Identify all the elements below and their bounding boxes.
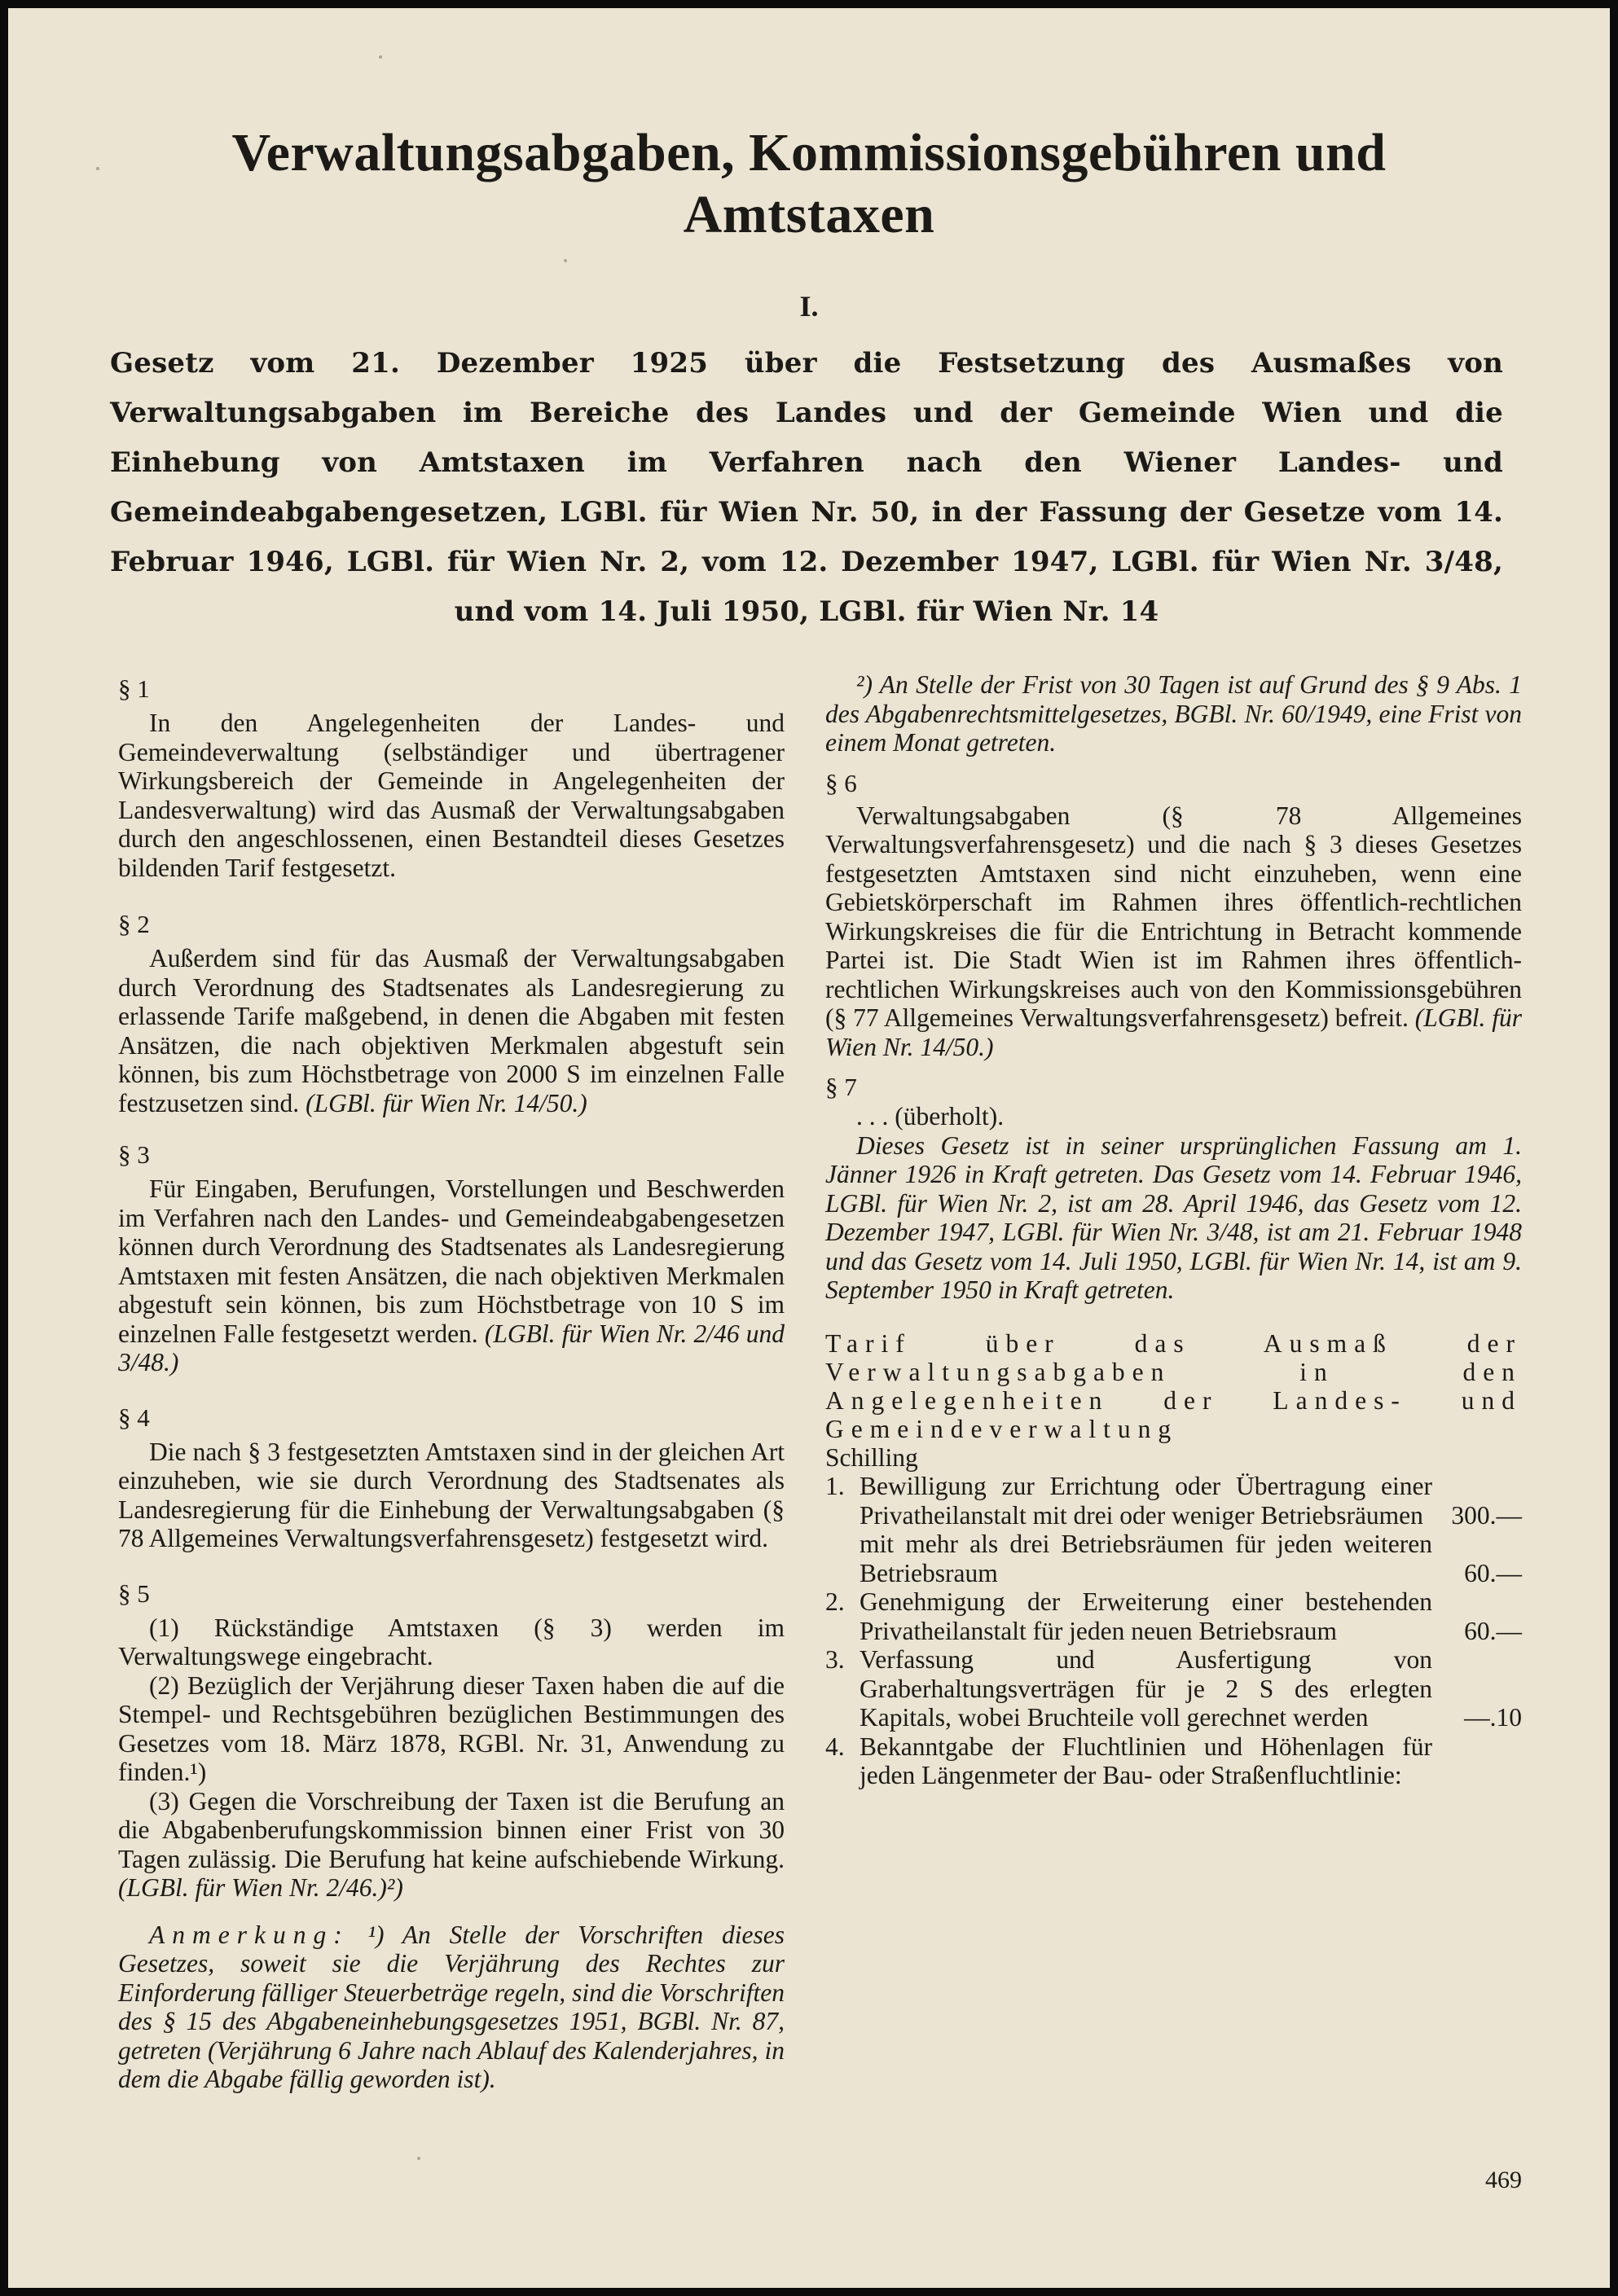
section-3-text: Für Eingaben, Berufungen, Vorstellungen und Beschwerden im Verfahren nach den Landes- und Gemeindeabgabengesetzen können durch Verordnung des Stadtsenates als Landesregierung Amtstaxen mit festen Ansätzen, die nach objektiven Merkmalen abgestuft sein können, bis zum Höchstbetrage von 10 S im einzelnen Falle festgesetzt werden. [118, 1174, 785, 1348]
section-5-paragraph-2: (2) Bezüglich der Verjährung dieser Taxen haben die auf die Stempel- und Rechtsgebühren bezüglichen Bestimmungen des Gesetzes vom 18. März 1878, RGBl. Nr. 31, Anwendung zu finden.¹) [118, 1670, 785, 1786]
section-heading-1: § 1 [118, 674, 150, 703]
section-1-text: In den Angelegenheiten der Landes- und Gemeindeverwaltung (selbständiger und übertragener Wirkungsbereich der Gemeinde in Angelegenheiten der Landesverwaltung) wird das Ausmaß der Verwaltungsabgaben durch den angeschlossenen, einen Bestandteil dieses Gesetzes bildenden Tarif festgesetzt. [118, 709, 785, 882]
paper-speck [417, 2157, 420, 2160]
tarif-item-number: 4. [825, 1732, 845, 1761]
page-number: 469 [1485, 2166, 1522, 2193]
tarif-item [825, 1645, 1522, 1732]
section-heading-6: § 6 [825, 768, 857, 797]
section-5-paragraph-3-text: (3) Gegen die Vorschreibung der Taxen ist die Berufung an die Abgabenberufungskommission binnen einer Frist von 30 Tagen zulässig. Die Berufung hat keine aufschiebende Wirkung. [118, 1786, 785, 1873]
tarif-item-subamount: 60.— [1464, 1558, 1522, 1587]
left-column [118, 668, 785, 2094]
paper-speck [96, 167, 99, 170]
section-heading-2: § 2 [118, 910, 150, 938]
tarif-unit-header: Schilling [825, 1442, 918, 1472]
section-3-reference: (LGBl. für Wien Nr. 2/46 und 3/48.) [118, 1319, 785, 1376]
section-heading-7: § 7 [825, 1073, 857, 1101]
page-title: Verwaltungsabgaben, Kommissionsgebühren und Amtstaxen [231, 123, 1387, 244]
tarif-title: Tarif über das Ausmaß der Verwaltungsabgaben in den Angelegenheiten der Landes- und Gemeindeverwaltung [825, 1328, 1522, 1443]
tarif-item-subtext: mit mehr als drei Betriebsräumen für jeden weiteren Betriebsraum [860, 1530, 1432, 1587]
section-6-body [825, 801, 1522, 1062]
section-heading-4: § 4 [118, 1403, 150, 1432]
note-footnote-1 [118, 1921, 785, 2094]
section-5-reference: (LGBl. für Wien Nr. 2/46.)²) [118, 1873, 403, 1902]
paper-speck [564, 259, 567, 262]
tarif-item-amount: 300.— [1451, 1500, 1522, 1530]
section-2-body [118, 944, 785, 1117]
section-5-paragraph-1: (1) Rückständige Amtstaxen (§ 3) werden im Verwaltungswege eingebracht. [118, 1613, 785, 1670]
tarif-item-number: 2. [825, 1587, 845, 1616]
tarif-item [825, 1732, 1522, 1790]
section-7-note: Dieses Gesetz ist in seiner ursprünglichen Fassung am 1. Jänner 1926 in Kraft getreten. Das Gesetz vom 14. Februar 1946, LGBl. für Wien Nr. 2, ist am 28. April 1946, das Gesetz vom 12. Dezember 1947, LGBl. für Wien Nr. 3/48, ist am 21. Februar 1948 und das Gesetz vom 14. Juli 1950, LGBl. für Wien Nr. 14, ist am 9. September 1950 in Kraft getreten. [825, 1130, 1522, 1304]
tarif-item-amount: —.10 [1464, 1703, 1522, 1732]
tarif-item-text: Bewilligung zur Errichtung oder Übertragung einer Privatheilanstalt mit drei oder weniger Betriebsräumen [860, 1472, 1432, 1530]
tarif-item-number: 3. [825, 1645, 845, 1674]
section-3-body [118, 1174, 785, 1377]
section-6-text: Verwaltungsabgaben (§ 78 Allgemeines Verwaltungsverfahrensgesetz) und die nach § 3 dieses Gesetzes festgesetzten Amtstaxen sind nicht einzuheben, wenn eine Gebietskörperschaft im Rahmen ihres öffentlich-rechtlichen Wirkungskreises die für die Entrichtung in Betracht kommende Partei ist. Die Stadt Wien ist im Rahmen ihres öffentlich-rechtlichen Wirkungskreises auch von den Kommissionsgebühren (§ 77 Allgemeines Verwaltungsverfahrensgesetz) befreit. [825, 801, 1522, 1032]
tarif-item [825, 1587, 1522, 1645]
tarif-item [825, 1472, 1522, 1587]
note-footnote-2: ²) An Stelle der Frist von 30 Tagen ist auf Grund des § 9 Abs. 1 des Abgabenrechtsmittelgesetzes, BGBl. Nr. 60/1949, eine Frist von einem Monat getreten. [825, 670, 1522, 757]
paper-speck [379, 55, 382, 59]
note-label: Anmerkung: [149, 1920, 350, 1949]
tarif-item-text: Genehmigung der Erweiterung einer bestehenden Privatheilanstalt für jeden neuen Betriebsraum [860, 1587, 1432, 1645]
note-text-1: ¹) An Stelle der Vorschriften dieses Gesetzes, soweit sie die Verjährung des Rechtes zur Einforderung fälliger Steuerbeträge regeln, sind die Vorschriften des § 15 des Abgabeneinhebungsgesetzes 1951, BGBl. Nr. 87, getreten (Verjährung 6 Jahre nach Ablauf des Kalenderjahres, in dem die Abgabe fällig geworden ist). [118, 1920, 785, 2093]
tarif-item-text: Verfassung und Ausfertigung von Graberhaltungsverträgen für je 2 S des erlegten Kapitals, wobei Bruchteile voll gerechnet werden [860, 1645, 1432, 1732]
right-column [825, 670, 1522, 1790]
part-number: I. [799, 290, 819, 323]
tarif-item-amount: 60.— [1464, 1616, 1522, 1645]
section-2-text: Außerdem sind für das Ausmaß der Verwaltungsabgaben durch Verordnung des Stadtsenates als Landesregierung zu erlassende Tarife maßgebend, in denen die Abgaben mit festen Ansätzen, die nach objektiven Merkmalen abgestuft sein können, bis zum Höchstbetrage von 2000 S im einzelnen Falle festzusetzen sind. [118, 944, 785, 1117]
section-7-text: . . . (überholt). [856, 1102, 1005, 1130]
tarif-item-text: Bekanntgabe der Fluchtlinien und Höhenlagen für jeden Längenmeter der Bau- oder Straßenfluchtlinie: [860, 1732, 1432, 1789]
section-4-text: Die nach § 3 festgesetzten Amtstaxen sind in der gleichen Art einzuheben, wie sie durch Verordnung des Stadtsenates als Landesregierung für die Einhebung der Verwaltungsabgaben (§ 78 Allgemeines Verwaltungsverfahrensgesetz) festgesetzt wird. [118, 1437, 785, 1552]
section-5-paragraph-3 [118, 1787, 785, 1903]
section-heading-5: § 5 [118, 1578, 150, 1608]
law-title: Gesetz vom 21. Dezember 1925 über die Festsetzung des Ausmaßes von Verwaltungsabgaben im Bereiche des Landes und der Gemeinde Wien und die Einhebung von Amtstaxen im Verfahren nach den Wiener Landes- und Gemeindeabgabengesetzen, LGBl. für Wien Nr. 50, in der Fassung der Gesetze vom 14. Februar 1946, LGBl. für Wien Nr. 2, vom 12. Dezember 1947, LGBl. für Wien Nr. 3/48, und vom 14. Juli 1950, LGBl. für Wien Nr. 14 [110, 347, 1503, 628]
section-6-reference: (LGBl. für Wien Nr. 14/50.) [825, 1003, 1523, 1061]
section-2-reference: (LGBl. für Wien Nr. 14/50.) [306, 1088, 587, 1117]
tarif-item-number: 1. [825, 1472, 845, 1500]
section-heading-3: § 3 [118, 1140, 150, 1169]
